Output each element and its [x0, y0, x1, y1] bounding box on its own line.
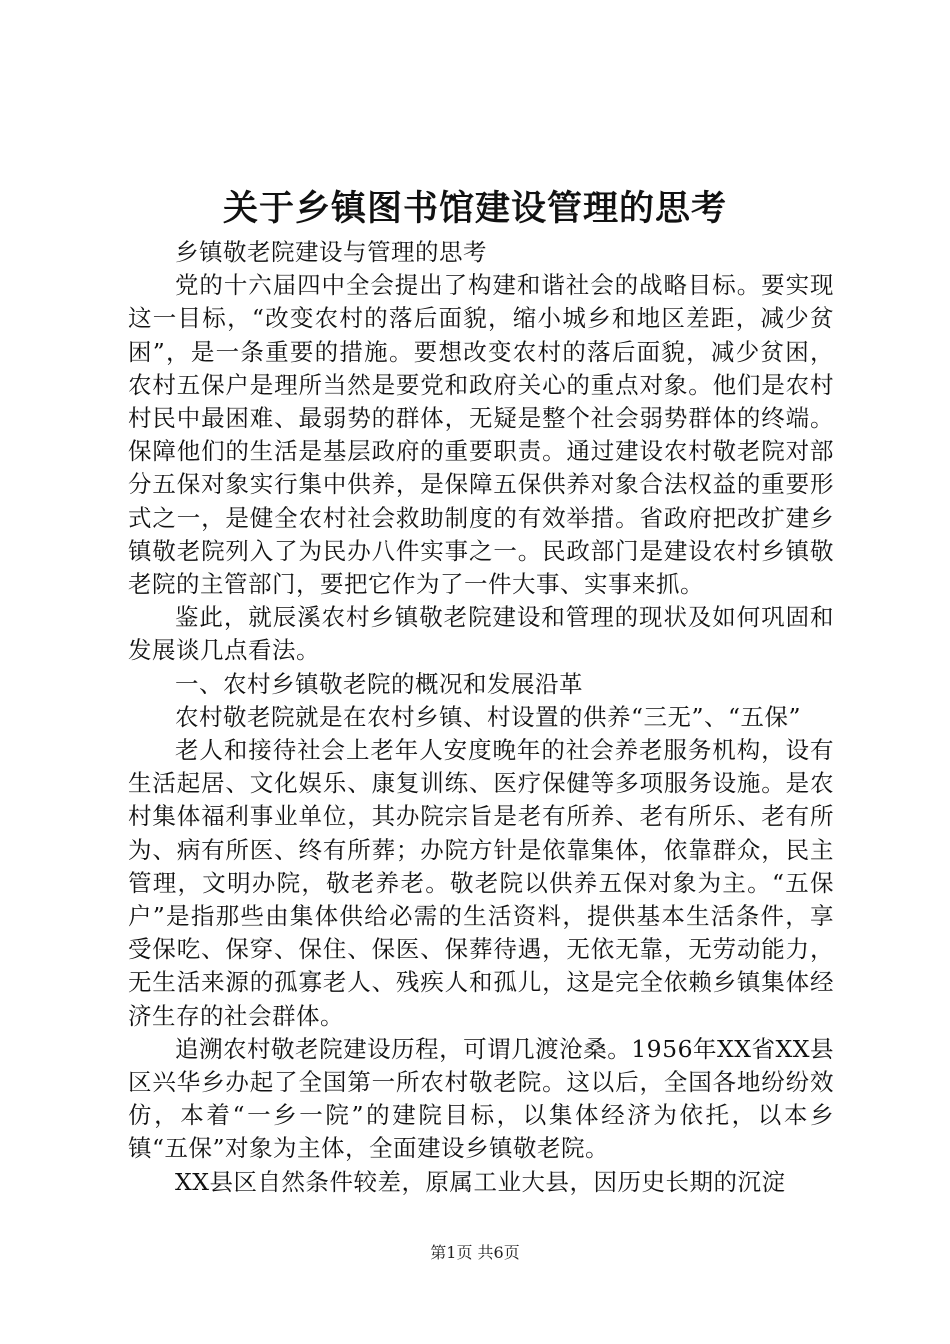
body-paragraph: XX县区自然条件较差，原属工业大县，因历史长期的沉淀 — [175, 1167, 786, 1196]
body-paragraph: 鉴此，就辰溪农村乡镇敬老院建设和管理的现状及如何巩固和发展谈几点看法。 — [128, 603, 834, 665]
body-paragraph: 党的十六届四中全会提出了构建和谐社会的战略目标。要实现这一目标，“改变农村的落后面貌，缩小城乡和地区差距，减少贫困”，是一条重要的措施。要想改变农村的落后面貌，减少贫困，农村五保户是理所当然是要党和政府关心的重点对象。他们是农村村民中最困难、最弱势的群体，无疑是整个社会弱势群体的终端。保障他们的生活是基层政府的重要职责。通过建设农村敬老院对部分五保对象实行集中供养，是保障五保供养对象合法权益的重要形式之一，是健全农村社会救助制度的有效举措。省政府把改扩建乡镇敬老院列入了为民办八件实事之一。民政部门是建设农村乡镇敬老院的主管部门，要把它作为了一件大事、实事来抓。 — [128, 271, 834, 599]
body-paragraph: 追溯农村敬老院建设历程，可谓几渡沧桑。1956年XX省XX县区兴华乡办起了全国第一所农村敬老院。这以后，全国各地纷纷效仿，本着“一乡一院”的建院目标，以集体经济为依托，以本乡镇“五保”对象为主体，全面建设乡镇敬老院。 — [128, 1034, 834, 1163]
subtitle-paragraph: 乡镇敬老院建设与管理的思考 — [175, 238, 487, 266]
section-heading: 一、农村乡镇敬老院的概况和发展沿革 — [175, 669, 583, 698]
document-title: 关于乡镇图书馆建设管理的思考 — [222, 188, 727, 229]
body-paragraph: 农村敬老院就是在农村乡镇、村设置的供养“三无”、“五保” — [175, 702, 802, 731]
body-paragraph: 老人和接待社会上老年人安度晚年的社会养老服务机构，设有生活起居、文化娱乐、康复训练、医疗保健等多项服务设施。是农村集体福利事业单位，其办院宗旨是老有所养、老有所乐、老有所为、病有所医、终有所葬；办院方针是依靠集体，依靠群众，民主管理，文明办院，敬老养老。敬老院以供养五保对象为主。“五保户”是指那些由集体供给必需的生活资料，提供基本生活条件，享受保吃、保穿、保住、保医、保葬待遇，无依无靠，无劳动能力，无生活来源的孤寡老人、残疾人和孤儿，这是完全依赖乡镇集体经济生存的社会群体。 — [128, 736, 834, 1030]
document-body — [128, 236, 834, 1199]
page-number: 第1页 共6页 — [430, 1243, 520, 1262]
